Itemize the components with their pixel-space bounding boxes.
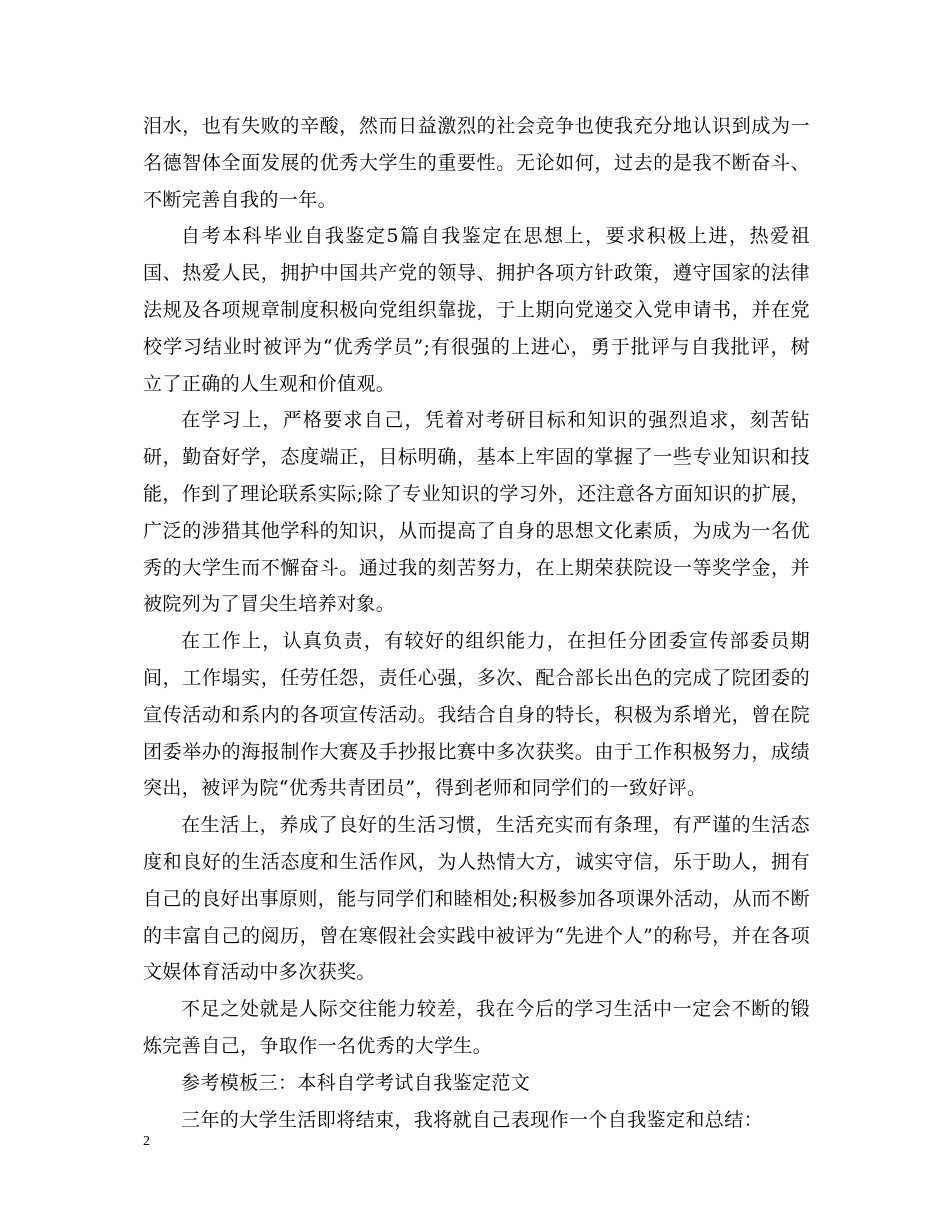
paragraph-intro: 三年的大学生活即将结束，我将就自己表现作一个自我鉴定和总结： [181,1108,764,1131]
paragraph-life: 在生活上，养成了良好的生活习惯，生活充实而有条理，有严谨的生活态度和良好的生活态度和生活作风，为人热情大方，诚实守信，乐于助人，拥有自己的良好出事原则，能与同学们和睦相处;积极参加各项课外活动，从而不断的丰富自己的阅历，曾在寒假社会实践中被评为“先进个人”的称号，并在各项文娱体育活动中多次获奖。 [143,814,810,984]
paragraph-work: 在工作上，认真负责，有较好的组织能力，在担任分团委宣传部委员期间，工作塌实，任劳任怨，责任心强，多次、配合部长出色的完成了院团委的宣传活动和系内的各项宣传活动。我结合自身的特长，积极为系增光，曾在院团委举办的海报制作大赛及手抄报比赛中多次获奖。由于工作积极努力，成绩突出，被评为院“优秀共青团员”，得到老师和同学们的一致好评。 [143,630,810,800]
paragraph-shortcomings: 不足之处就是人际交往能力较差，我在今后的学习生活中一定会不断的锻炼完善自己，争取作一名优秀的大学生。 [143,998,810,1057]
paragraph-continuation: 泪水，也有失败的辛酸，然而日益激烈的社会竞争也使我充分地认识到成为一名德智体全面发展的优秀大学生的重要性。无论如何，过去的是我不断奋斗、不断完善自我的一年。 [143,115,810,211]
document-body [143,108,810,1138]
paragraph-study: 在学习上，严格要求自己，凭着对考研目标和知识的强烈追求，刻苦钻研，勤奋好学，态度端正，目标明确，基本上牢固的掌握了一些专业知识和技能，作到了理论联系实际;除了专业知识的学习外，还注意各方面知识的扩展，广泛的涉猎其他学科的知识，从而提高了自身的思想文化素质，为成为一名优秀的大学生而不懈奋斗。通过我的刻苦努力，在上期荣获院设一等奖学金，并被院列为了冒尖生培养对象。 [143,409,810,616]
page-number: 2 [143,1134,150,1149]
section-heading-template-three: 参考模板三：本科自学考试自我鉴定范文 [181,1071,531,1094]
paragraph-ideology: 自考本科毕业自我鉴定5篇自我鉴定在思想上，要求积极上进，热爱祖国、热爱人民，拥护中国共产党的领导、拥护各项方针政策，遵守国家的法律法规及各项规章制度积极向党组织靠拢，于上期向党递交入党申请书，并在党校学习结业时被评为“优秀学员”;有很强的上进心，勇于批评与自我批评，树立了正确的人生观和价值观。 [143,225,810,395]
